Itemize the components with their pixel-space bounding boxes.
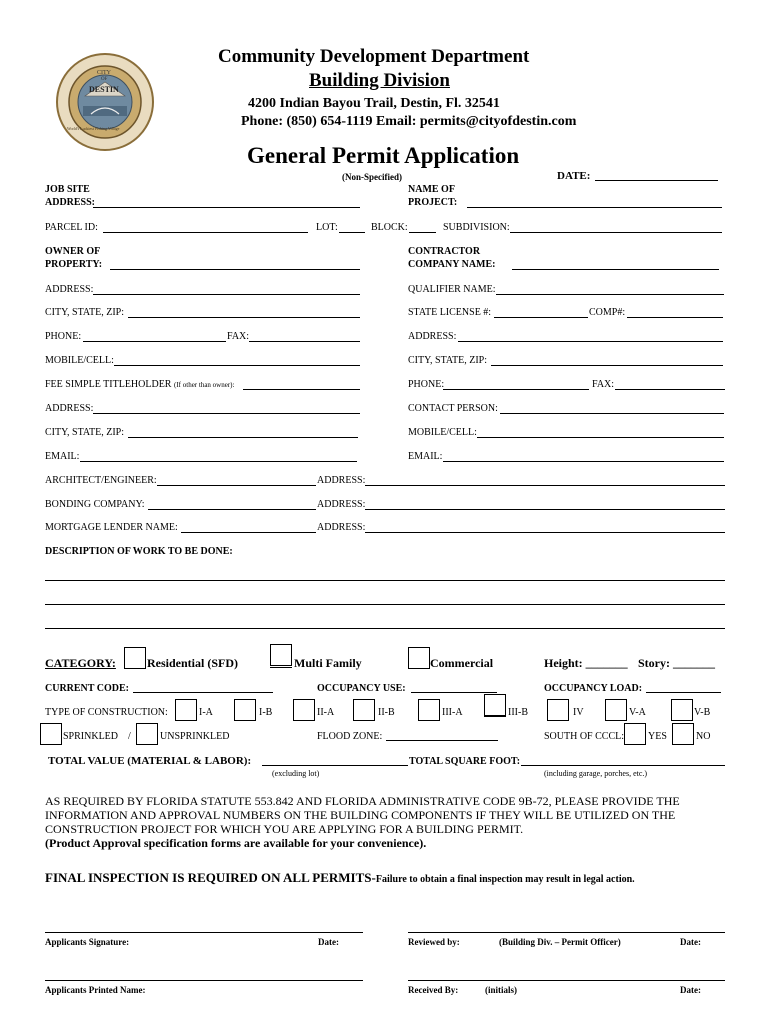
job-site-address-field[interactable] — [93, 207, 360, 208]
construction-iiib-label: III-B — [508, 707, 528, 718]
contractor-address-field[interactable] — [458, 341, 723, 342]
qualifier-label: QUALIFIER NAME: — [408, 284, 496, 295]
mortgage-label: MORTGAGE LENDER NAME: — [45, 522, 178, 533]
applicant-printed-label: Applicants Printed Name: — [45, 985, 146, 995]
multi-family-label: Multi Family — [294, 656, 362, 670]
fee-simple-field[interactable] — [243, 389, 360, 390]
flood-zone-label: FLOOD ZONE: — [317, 731, 383, 742]
parcel-id-field[interactable] — [103, 232, 308, 233]
fee-simple-label: FEE SIMPLE TITLEHOLDER — [45, 379, 172, 390]
height-field[interactable]: Height: _______ — [544, 656, 628, 670]
division-heading: Building Division — [309, 70, 450, 91]
owner-email-field[interactable] — [80, 461, 357, 462]
sprinkled-checkbox[interactable] — [40, 723, 62, 745]
seal-mid-text: OF — [101, 77, 108, 82]
unsprinkled-label: UNSPRINKLED — [160, 731, 230, 742]
fee-simple-note: (If other than owner): — [174, 381, 235, 389]
contractor-fax-field[interactable] — [615, 389, 725, 390]
total-sqft-field[interactable] — [521, 765, 725, 766]
titleholder-city-label: CITY, STATE, ZIP: — [45, 427, 125, 438]
occupancy-use-label: OCCUPANCY USE: — [317, 683, 406, 694]
construction-type-label: TYPE OF CONSTRUCTION: — [45, 707, 168, 718]
reviewed-by-label: Reviewed by: — [408, 937, 460, 947]
contractor-phone-label: PHONE: — [408, 379, 445, 390]
mortgage-address-field[interactable] — [365, 532, 725, 533]
contractor-company-field[interactable] — [512, 269, 719, 270]
unsprinkled-checkbox[interactable] — [136, 723, 158, 745]
permit-officer-label: (Building Div. – Permit Officer) — [499, 937, 621, 947]
contractor-email-label: EMAIL: — [408, 451, 443, 462]
received-by-label: Received By: — [408, 985, 459, 995]
architect-label: ARCHITECT/ENGINEER: — [45, 475, 157, 486]
total-value-field[interactable] — [262, 765, 408, 766]
owner-address-field[interactable] — [93, 294, 360, 295]
contractor-title-2: COMPANY NAME: — [408, 259, 496, 270]
construction-iib-label: II-B — [378, 707, 395, 718]
reviewed-date-label: Date: — [680, 937, 701, 947]
owner-title-2: PROPERTY: — [45, 259, 103, 270]
description-label: DESCRIPTION OF WORK TO BE DONE: — [45, 546, 233, 557]
occupancy-use-field[interactable] — [411, 692, 497, 693]
statute-line-2: INFORMATION AND APPROVAL NUMBERS ON THE BUILDING COMPONENTS IF THEY WILL BE UTILIZED ON THE — [45, 808, 676, 822]
sprinkled-separator: / — [128, 731, 131, 742]
owner-fax-label: FAX: — [227, 331, 250, 342]
cccl-no-label: NO — [696, 731, 711, 742]
construction-iia-label: II-A — [317, 707, 335, 718]
occupancy-load-label: OCCUPANCY LOAD: — [544, 683, 643, 694]
project-name-field[interactable] — [467, 207, 722, 208]
titleholder-address-field[interactable] — [93, 413, 360, 414]
south-cccl-label: SOUTH OF CCCL: — [544, 731, 625, 742]
contractor-email-field[interactable] — [443, 461, 724, 462]
construction-vb-label: V-B — [694, 707, 711, 718]
bonding-label: BONDING COMPANY: — [45, 499, 145, 510]
cccl-yes-label: YES — [648, 731, 667, 742]
construction-iv-checkbox[interactable] — [547, 699, 569, 721]
seal-top-text: CITY — [97, 70, 111, 76]
owner-mobile-label: MOBILE/CELL: — [45, 355, 114, 366]
subdivision-label: SUBDIVISION: — [443, 222, 510, 233]
total-sqft-label: TOTAL SQUARE FOOT: — [409, 756, 521, 767]
applicant-signature-label: Applicants Signature: — [45, 937, 130, 947]
commercial-checkbox[interactable] — [408, 647, 430, 669]
sprinkled-label: SPRINKLED — [63, 731, 119, 742]
mortgage-field[interactable] — [181, 532, 316, 533]
titleholder-city-field[interactable] — [128, 437, 358, 438]
category-label: CATEGORY: — [45, 656, 116, 670]
construction-ia-checkbox[interactable] — [175, 699, 197, 721]
construction-iia-checkbox[interactable] — [293, 699, 315, 721]
reviewed-by-line[interactable] — [408, 932, 725, 933]
statute-line-1: AS REQUIRED BY FLORIDA STATUTE 553.842 AND FLORIDA ADMINISTRATIVE CODE 9B-72, PLEASE PROVIDE THE — [45, 794, 680, 808]
owner-name-field[interactable] — [110, 269, 360, 270]
owner-city-label: CITY, STATE, ZIP: — [45, 307, 125, 318]
description-line-3[interactable] — [45, 628, 725, 629]
contractor-fax-label: FAX: — [592, 379, 615, 390]
form-title: General Permit Application — [247, 143, 520, 168]
total-value-label: TOTAL VALUE (MATERIAL & LABOR): — [48, 755, 252, 767]
construction-va-checkbox[interactable] — [605, 699, 627, 721]
construction-iiia-checkbox[interactable] — [418, 699, 440, 721]
office-address: 4200 Indian Bayou Trail, Destin, Fl. 32541 — [248, 96, 500, 111]
construction-ib-checkbox[interactable] — [234, 699, 256, 721]
form-subtitle: (Non-Specified) — [342, 172, 402, 182]
architect-field[interactable] — [157, 485, 316, 486]
block-field[interactable] — [409, 232, 436, 233]
cccl-yes-checkbox[interactable] — [624, 723, 646, 745]
construction-iv-label: IV — [573, 707, 584, 718]
construction-ia-label: I-A — [199, 707, 213, 718]
owner-mobile-field[interactable] — [114, 365, 360, 366]
construction-va-label: V-A — [629, 707, 646, 718]
department-heading: Community Development Department — [218, 46, 530, 67]
product-approval-note: (Product Approval specification forms are available for your convenience). — [45, 836, 427, 850]
contractor-address-label: ADDRESS: — [408, 331, 457, 342]
contractor-title-1: CONTRACTOR — [408, 246, 481, 257]
license-label: STATE LICENSE #: — [408, 307, 492, 318]
flood-zone-field[interactable] — [386, 740, 498, 741]
contact-person-label: CONTACT PERSON: — [408, 403, 498, 414]
occupancy-load-field[interactable] — [646, 692, 721, 693]
titleholder-address-label: ADDRESS: — [45, 403, 94, 414]
final-inspection-bold: FINAL INSPECTION IS REQUIRED ON ALL PERMITS- — [45, 870, 376, 885]
applicant-printed-line[interactable] — [45, 980, 363, 981]
applicant-signature-line[interactable] — [45, 932, 363, 933]
contractor-city-field[interactable] — [491, 365, 723, 366]
residential-checkbox[interactable] — [124, 647, 146, 669]
statute-line-3: CONSTRUCTION PROJECT FOR WHICH YOU ARE APPLYING FOR A BUILDING PERMIT. — [45, 822, 524, 836]
bonding-address-label: ADDRESS: — [317, 499, 366, 510]
bonding-address-field[interactable] — [365, 509, 725, 510]
residential-label: Residential (SFD) — [147, 656, 238, 670]
mortgage-address-label: ADDRESS: — [317, 522, 366, 533]
owner-address-label: ADDRESS: — [45, 284, 94, 295]
city-seal-logo — [55, 52, 155, 152]
block-label: BLOCK: — [371, 222, 408, 233]
contractor-mobile-label: MOBILE/CELL: — [408, 427, 477, 438]
seal-name-text: DESTIN — [89, 85, 119, 94]
description-line-1[interactable] — [45, 580, 725, 581]
construction-iib-checkbox[interactable] — [353, 699, 375, 721]
contractor-mobile-field[interactable] — [477, 437, 724, 438]
description-line-2[interactable] — [45, 604, 725, 605]
including-note: (including garage, porches, etc.) — [544, 769, 648, 778]
construction-vb-checkbox[interactable] — [671, 699, 693, 721]
bonding-field[interactable] — [148, 509, 316, 510]
lot-label: LOT: — [316, 222, 338, 233]
construction-ib-label: I-B — [259, 707, 273, 718]
owner-phone-label: PHONE: — [45, 331, 82, 342]
owner-city-field[interactable] — [128, 317, 360, 318]
contact-person-field[interactable] — [500, 413, 724, 414]
current-code-field[interactable] — [133, 692, 273, 693]
contractor-phone-field[interactable] — [443, 389, 589, 390]
job-site-label-1: JOB SITE — [45, 184, 90, 195]
excluding-lot-note: (excluding lot) — [272, 769, 320, 778]
architect-address-label: ADDRESS: — [317, 475, 366, 486]
multi-family-checkbox[interactable] — [270, 644, 292, 666]
contractor-city-label: CITY, STATE, ZIP: — [408, 355, 488, 366]
date-field[interactable] — [595, 180, 718, 181]
qualifier-field[interactable] — [496, 294, 724, 295]
story-field[interactable]: Story: _______ — [638, 656, 715, 670]
construction-iiia-label: III-A — [442, 707, 463, 718]
construction-iiib-underline — [484, 716, 506, 717]
applicant-date-label: Date: — [318, 937, 339, 947]
architect-address-field[interactable] — [365, 485, 725, 486]
received-by-line[interactable] — [408, 980, 725, 981]
owner-phone-field[interactable] — [83, 341, 226, 342]
subdivision-field[interactable] — [510, 232, 722, 233]
project-label-1: NAME OF — [408, 184, 455, 195]
construction-iiib-checkbox[interactable] — [484, 694, 506, 716]
initials-label: (initials) — [485, 985, 518, 995]
current-code-label: CURRENT CODE: — [45, 683, 129, 694]
comp-field[interactable] — [627, 317, 723, 318]
lot-field[interactable] — [339, 232, 365, 233]
final-inspection-rest: Failure to obtain a final inspection may result in legal action. — [375, 874, 635, 885]
owner-title-1: OWNER OF — [45, 246, 101, 257]
parcel-id-label: PARCEL ID: — [45, 222, 98, 233]
multi-family-underline — [270, 667, 292, 668]
license-field[interactable] — [494, 317, 588, 318]
commercial-label: Commercial — [430, 656, 494, 670]
seal-ring-text: World's Luckiest Fishing Village — [67, 126, 120, 131]
received-date-label: Date: — [680, 985, 701, 995]
final-inspection-notice — [45, 870, 635, 888]
date-label: DATE: — [557, 170, 591, 182]
project-label-2: PROJECT: — [408, 197, 458, 208]
owner-fax-field[interactable] — [249, 341, 360, 342]
comp-label: COMP#: — [589, 307, 626, 318]
office-contact: Phone: (850) 654-1119 Email: permits@cityofdestin.com — [241, 114, 577, 129]
job-site-label-2: ADDRESS: — [45, 197, 96, 208]
cccl-no-checkbox[interactable] — [672, 723, 694, 745]
owner-email-label: EMAIL: — [45, 451, 80, 462]
